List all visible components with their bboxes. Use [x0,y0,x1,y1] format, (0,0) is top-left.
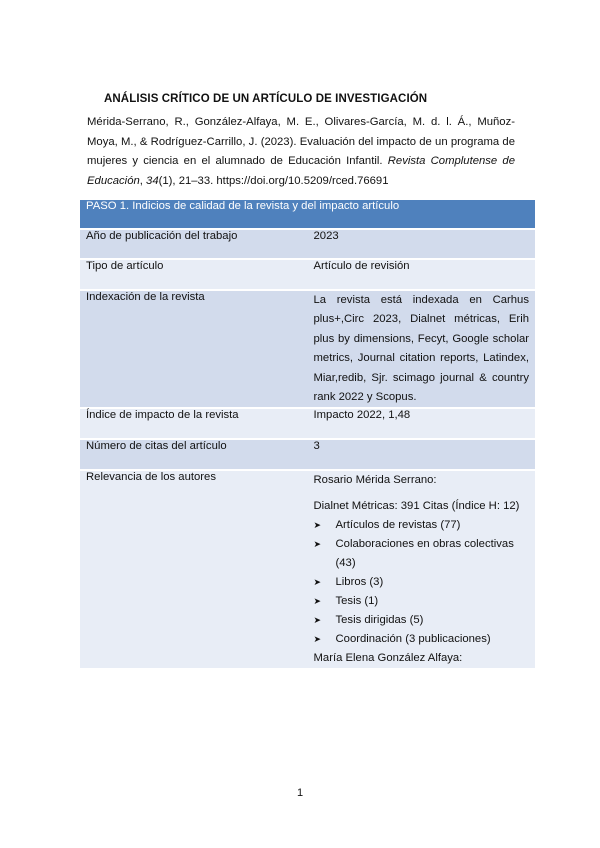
row-value: 3 [308,439,536,470]
list-item [314,535,530,573]
table-header-row [80,199,535,229]
relevance-cell [308,470,536,668]
row-label: Indexación de la revista [80,290,308,408]
arrow-bullet-icon: ➤ [313,634,322,645]
row-value: Impacto 2022, 1,48 [308,408,536,439]
publication-list [314,516,530,649]
list-item [314,611,530,630]
table-row [80,470,535,668]
citation-separator: , [139,174,147,187]
row-value: La revista está indexada en Carhus plus+,Circ 2023, Dialnet métricas, Erih plus by dimensions, Fecyt, Google scholar metrics, Journal citation reports, Latindex, Miar,redib, Sjr. scimago journal & country rank 2022 y Scopus. [308,290,536,408]
list-item [314,516,530,535]
citation-journal: Revista Complutense de Educación [87,155,515,187]
quality-indicators-table [80,198,535,668]
list-item [314,630,530,649]
arrow-bullet-icon: ➤ [313,539,322,550]
arrow-bullet-icon: ➤ [313,577,322,588]
arrow-bullet-icon: ➤ [313,520,322,531]
page-number: 1 [296,787,304,799]
citation-pages-doi: (1), 21–33. https://doi.org/10.5209/rced.76691 [158,174,389,187]
dialnet-metrics: Dialnet Métricas: 391 Citas (Índice H: 12) [313,500,520,513]
list-item-text: Tesis dirigidas (5) [335,614,424,627]
arrow-bullet-icon: ➤ [313,596,322,607]
table-row [80,259,535,290]
row-label: Año de publicación del trabajo [80,229,308,259]
table-row [80,229,535,259]
table-header: PASO 1. Indicios de calidad de la revista y del impacto artículo [80,199,535,229]
row-value: 2023 [308,229,536,259]
row-label: Número de citas del artículo [80,439,308,470]
row-label: Relevancia de los autores [80,470,308,668]
list-item-text: Coordinación (3 publicaciones) [335,633,491,646]
author-name: María Elena González Alfaya: [313,652,463,665]
list-item-text: Colaboraciones en obras colectivas (43) [335,538,514,570]
citation-authors: Mérida-Serrano, R., González-Alfaya, M. E., Olivares-García, M. d. l. Á., Muñoz-Moya, M., & Rodríguez-Carrillo, J. (2023). Evaluación del impacto de un programa de mujeres y ciencia en el alumnado de Educación Infantil. [87,116,515,167]
author-name: Rosario Mérida Serrano: [313,474,437,487]
row-value: Artículo de revisión [308,259,536,290]
row-label: Tipo de artículo [80,259,308,290]
row-label: Índice de impacto de la revista [80,408,308,439]
arrow-bullet-icon: ➤ [313,615,322,626]
list-item [314,592,530,611]
citation-volume: 34 [146,174,159,187]
document-title: ANÁLISIS CRÍTICO DE UN ARTÍCULO DE INVESTIGACIÓN [104,93,428,105]
reference-citation [87,113,515,191]
table-row [80,408,535,439]
list-item-text: Artículos de revistas (77) [335,519,461,532]
list-item [314,573,530,592]
list-item-text: Tesis (1) [335,595,379,608]
list-item-text: Libros (3) [335,576,384,589]
table-row [80,439,535,470]
table-row [80,290,535,408]
